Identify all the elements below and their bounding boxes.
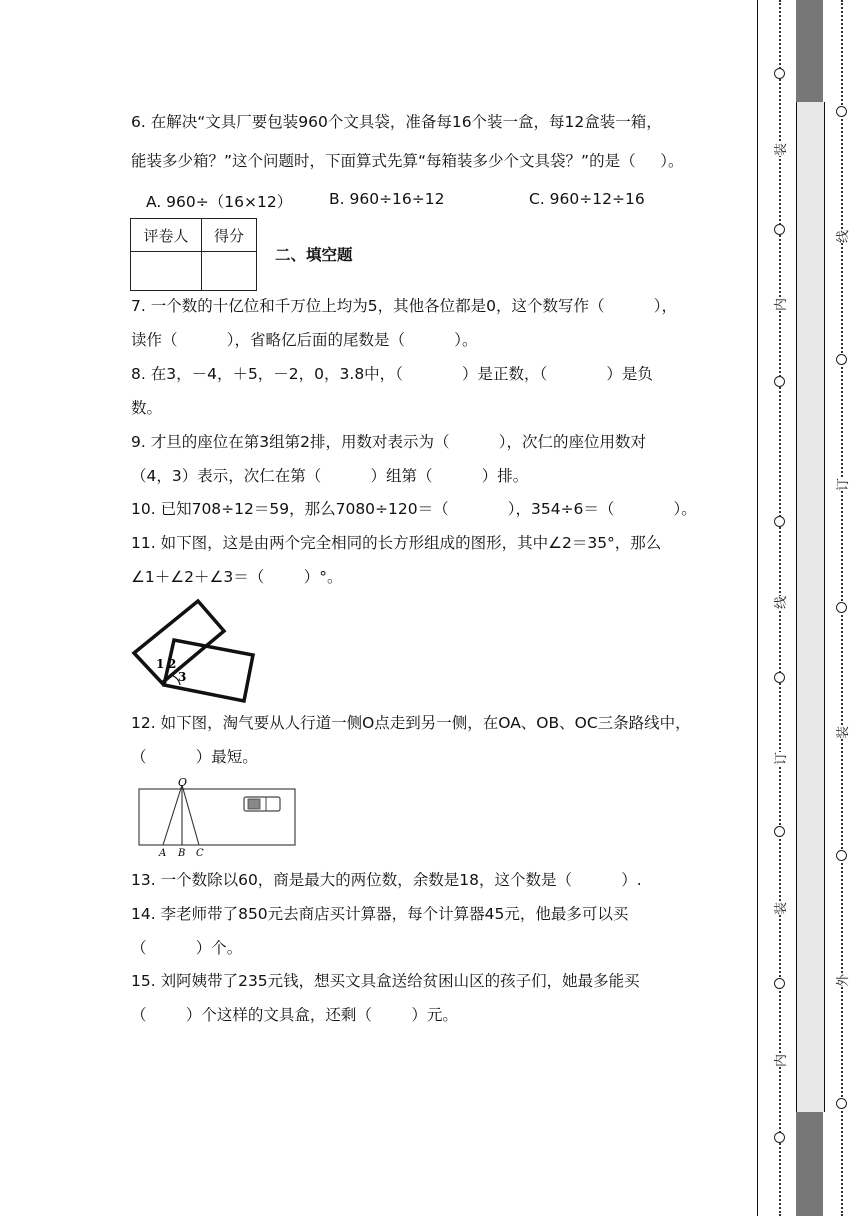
binding-hole-8 [774, 1132, 785, 1143]
section-title: 二、填空题 [275, 246, 353, 264]
point-label-c: C [196, 848, 204, 859]
point-label-o: O [178, 776, 188, 789]
binding-hole-6 [774, 826, 785, 837]
margin-label-nei-2: 内 [774, 1053, 790, 1068]
question-11-line2: ∠1＋∠2＋∠3＝（ ）°。 [131, 568, 343, 586]
binding-hole-7 [774, 978, 785, 989]
outer-hole-5 [836, 1098, 847, 1109]
question-12-line1: 12. 如下图，淘气要从人行道一侧O点走到另一侧，在OA、OB、OC三条路线中， [131, 714, 691, 732]
binding-hole-5 [774, 672, 785, 683]
angle-label-2: 2 [168, 657, 177, 671]
question-13: 13. 一个数除以60，商是最大的两位数，余数是18，这个数是（ ）. [131, 871, 642, 889]
margin-label-xian-1: 线 [774, 595, 790, 610]
grader-cell[interactable] [131, 252, 202, 291]
question-15-line1: 15. 刘阿姨带了235元钱，想买文具盒送给贫困山区的孩子们，她最多能买 [131, 972, 640, 990]
binding-hole-1 [774, 68, 785, 79]
gray-bar-top [796, 0, 823, 102]
question-15-line2: （ ）个这样的文具盒，还剩（ ）元。 [131, 1006, 458, 1024]
outer-hole-2 [836, 354, 847, 365]
question-8-line2: 数。 [131, 399, 163, 417]
margin-label-zhuang-2: 装 [774, 901, 790, 916]
margin-label-nei-1: 内 [774, 297, 790, 312]
question-6-line2: 能装多少箱？”这个问题时，下面算式先算“每箱装多少个文具袋？”的是（ ）。 [131, 152, 684, 170]
margin-border-left [757, 0, 758, 1216]
car-icon [244, 797, 280, 811]
option-a: A. 960÷（16×12） [146, 193, 293, 211]
road-figure [135, 775, 300, 860]
path-oa [163, 785, 182, 845]
point-label-b: B [178, 848, 186, 859]
outer-hole-4 [836, 850, 847, 861]
margin-label-ding-1: 订 [774, 751, 790, 766]
gray-band-middle [796, 102, 825, 1112]
binding-hole-4 [774, 516, 785, 527]
question-8-line1: 8. 在3，－4，＋5，－2，0，3.8中，（ ）是正数，（ ）是负 [131, 365, 653, 383]
angle-label-3: 3 [178, 670, 187, 684]
grader-label: 评卷人 [131, 219, 202, 252]
score-cell[interactable] [202, 252, 257, 291]
binding-hole-3 [774, 376, 785, 387]
question-9-line1: 9. 才旦的座位在第3组第2排，用数对表示为（ ），次仁的座位用数对 [131, 433, 646, 451]
margin-label-xian-2: 线 [836, 229, 852, 244]
outer-hole-1 [836, 106, 847, 117]
angle-label-1: 1 [156, 657, 165, 671]
path-oc [182, 785, 199, 845]
margin-label-wai: 外 [836, 973, 852, 988]
gray-bar-bottom [796, 1112, 823, 1216]
point-label-a: A [159, 848, 167, 859]
binding-hole-2 [774, 224, 785, 235]
score-label: 得分 [202, 219, 257, 252]
question-12-line2: （ ）最短。 [131, 748, 258, 766]
margin-label-ding-2: 订 [836, 477, 852, 492]
question-7-line2: 读作（ ），省略亿后面的尾数是（ ）。 [131, 331, 478, 349]
margin-label-zhuang-3: 装 [836, 725, 852, 740]
rectangles-figure [128, 595, 258, 710]
margin-label-zhuang-1: 装 [774, 142, 790, 157]
question-9-line2: （4，3）表示，次仁在第（ ）组第（ ）排。 [131, 467, 529, 485]
question-11-line1: 11. 如下图，这是由两个完全相同的长方形组成的图形，其中∠2＝35°，那么 [131, 534, 662, 552]
score-table [130, 218, 257, 291]
question-14-line2: （ ）个。 [131, 939, 243, 957]
question-6-line1: 6. 在解决“文具厂要包装960个文具袋，准备每16个装一盒，每12盒装一箱， [131, 113, 662, 131]
question-7-line1: 7. 一个数的十亿位和千万位上均为5，其他各位都是0，这个数写作（ ）， [131, 297, 677, 315]
outer-hole-3 [836, 602, 847, 613]
option-c: C. 960÷12÷16 [529, 190, 645, 208]
question-14-line1: 14. 李老师带了850元去商店买计算器，每个计算器45元，他最多可以买 [131, 905, 629, 923]
question-10: 10. 已知708÷12＝59，那么7080÷120＝（ ），354÷6＝（ ）。 [131, 500, 697, 518]
option-b: B. 960÷16÷12 [329, 190, 445, 208]
